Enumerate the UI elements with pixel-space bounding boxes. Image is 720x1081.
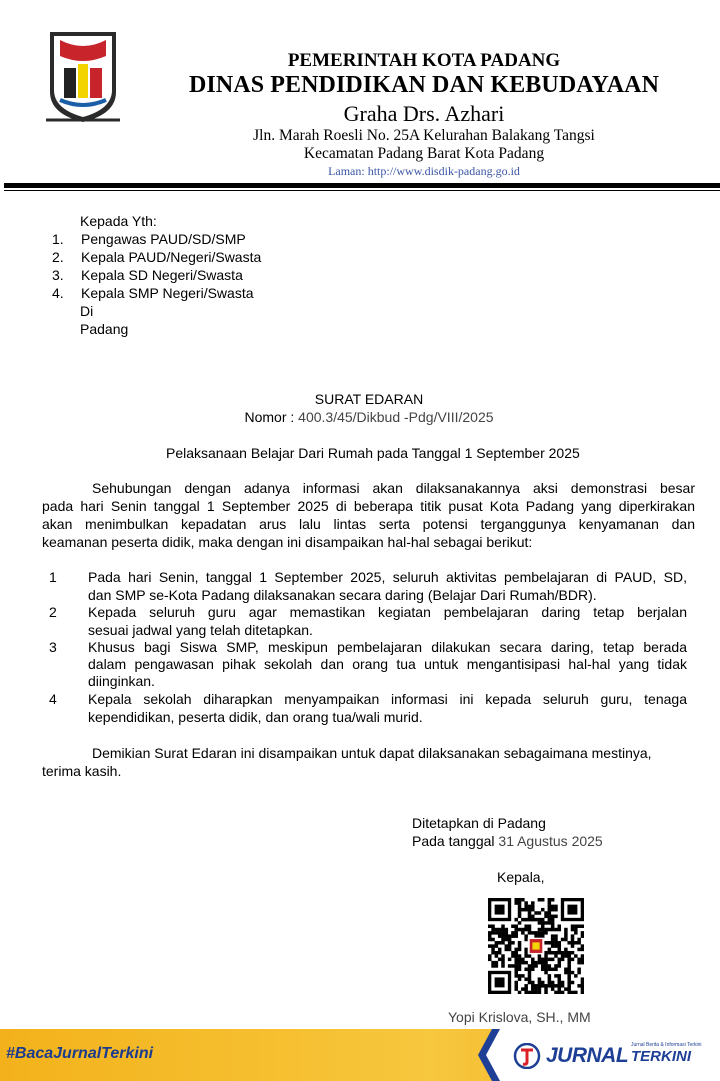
signature-position: Kepala, [497, 869, 545, 885]
address-line-2: Kecamatan Padang Barat Kota Padang [303, 145, 545, 162]
letter-title: SURAT EDARAN [314, 391, 424, 407]
point-number: 2 [49, 604, 57, 620]
address-line-1: Jln. Marah Roesli No. 25A Kelurahan Balakang Tangsi [253, 127, 595, 144]
letter-number-label: Nomor : [244, 409, 299, 425]
recipient-place: Padang [80, 321, 129, 337]
recipient-number: 2. [52, 249, 64, 265]
brand-name-primary: JURNAL [546, 1044, 629, 1067]
recipient-item: Pengawas PAUD/SD/SMP [81, 231, 246, 247]
intro-line: pada hari Senin tanggal 1 September 2025 di beberapa titik pusat Kota Padang yang diperkirakan [42, 498, 695, 514]
signature-date [412, 832, 603, 850]
qr-code-icon [488, 898, 584, 994]
signature-date-label: Pada tanggal [412, 833, 499, 849]
recipient-number: 3. [52, 267, 64, 283]
intro-line: akan menimbulkan kepadatan arus lalu lintas serta potensi terganggunya kenyamanan dan [42, 516, 695, 532]
point-line: Khusus bagi Siswa SMP, meskipun pembelajaran dilakukan secara daring, tetap berada [88, 639, 687, 655]
website-link[interactable]: Laman: http://www.disdik-padang.go.id [328, 164, 520, 178]
intro-line: keamanan peserta didik, maka dengan ini disampaikan hal-hal sebagai berikut: [42, 534, 533, 550]
letter-number-value: 400.3/45/Dikbud -Pdg/VIII/2025 [298, 409, 494, 425]
recipient-item: Kepala SMP Negeri/Swasta [81, 285, 254, 301]
recipient-number: 1. [52, 231, 64, 247]
point-line: kependidikan, peserta didik, dan orang tua/wali murid. [88, 709, 423, 725]
closing-line: terima kasih. [42, 763, 122, 779]
footer-hashtag[interactable]: #BacaJurnalTerkini [6, 1045, 154, 1062]
point-line: dalam pengawasan pihak sekolah dan orang tua untuk mengantisipasi hal-hal yang tidak [88, 656, 687, 672]
recipient-salutation: Kepada Yth: [80, 213, 157, 229]
footer-banner [0, 1029, 720, 1081]
brand-tagline: Jurnal Berita & Informasi Terkini [631, 1042, 702, 1048]
signature-place: Ditetapkan di Padang [412, 815, 546, 831]
point-line: dan SMP se-Kota Padang dilaksanakan secara daring (Belajar Dari Rumah/BDR). [88, 587, 597, 603]
letter-number [0, 408, 720, 426]
recipient-number: 4. [52, 285, 64, 301]
department-name: DINAS PENDIDIKAN DAN KEBUDAYAAN [188, 72, 660, 98]
point-line: Kepala sekolah diharapkan menyampaikan informasi ini kepada seluruh guru, tenaga [88, 691, 687, 707]
point-line: Kepada seluruh guru agar memastikan kegiatan pembelajaran daring tetap berjalan [88, 604, 687, 620]
signatory-name: Yopi Krislova, SH., MM [448, 1009, 591, 1025]
recipient-item: Kepala PAUD/Negeri/Swasta [81, 249, 262, 265]
recipient-di: Di [80, 303, 94, 319]
building-name: Graha Drs. Azhari [343, 101, 505, 126]
point-number: 3 [49, 639, 57, 655]
jurnal-terkini-logo-icon [512, 1043, 542, 1069]
letter-subject: Pelaksanaan Belajar Dari Rumah pada Tanggal 1 September 2025 [166, 445, 580, 461]
signature-date-value: 31 Agustus 2025 [498, 833, 603, 849]
padang-city-emblem-icon [42, 22, 124, 126]
closing-line: Demikian Surat Edaran ini disampaikan untuk dapat dilaksanakan sebagaimana mestinya, [92, 745, 652, 761]
recipient-item: Kepala SD Negeri/Swasta [81, 267, 243, 283]
point-line: sesuai jadwal yang telah ditetapkan. [88, 622, 313, 638]
point-number: 4 [49, 691, 57, 707]
brand-name-secondary: TERKINI [631, 1048, 691, 1065]
letterhead-rule-thick [4, 183, 720, 188]
point-number: 1 [49, 569, 57, 585]
intro-line: Sehubungan dengan adanya informasi akan dilaksanakannya aksi demonstrasi besar [92, 480, 695, 496]
point-line: Pada hari Senin, tanggal 1 September 2025, seluruh aktivitas pembelajaran di PAUD, SD, [88, 569, 687, 585]
government-name: PEMERINTAH KOTA PADANG [287, 50, 561, 71]
point-line: diinginkan. [88, 673, 155, 689]
letterhead-rule-thin [4, 190, 720, 191]
